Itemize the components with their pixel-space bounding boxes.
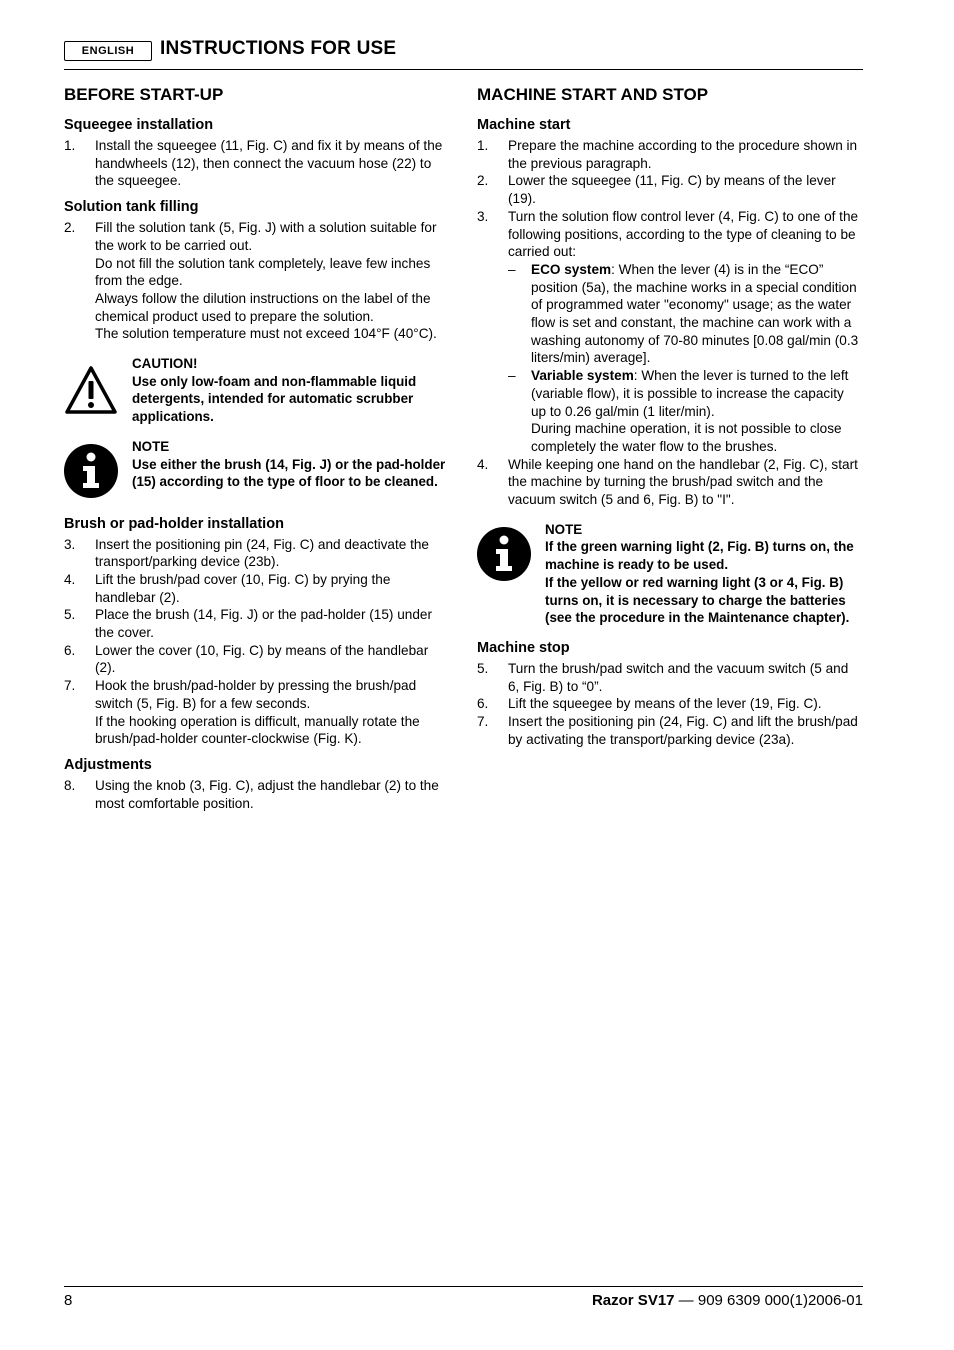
list-item: 2. Lower the squeegee (11, Fig. C) by means of the lever (19).: [477, 173, 836, 207]
info-icon: [64, 438, 132, 503]
section-heading-before-start-up: BEFORE START-UP: [64, 85, 224, 104]
note-title: NOTE: [132, 438, 170, 454]
list-item: 3. Turn the solution flow control lever (4, Fig. C) to one of the following positions, according to the type of cleaning to be carried out: – ECO system: When the lever (4) is in the “ECO” position (5a), the machine works in a special condition of programmed water "economy" usage; as the water flow is set and constant, the machine can work with a washing autonomy of 70-80 minutes [0.08 gal/min (0.3 liters/min) average]. – Variable system: When the lever is turned to the left (variable flow), it is possible to increase the capacity up to 0.26 gal/min (1 liter/min). During machine operation, it is not possible to close completely the water flow to the brushes.: [477, 208, 862, 456]
squeegee-installation-section: [64, 116, 449, 190]
info-icon: [477, 521, 545, 627]
warning-triangle-icon: [64, 355, 132, 426]
note-text: If the green warning light (2, Fig. B) turns on, the machine is ready to be used.: [545, 539, 854, 573]
adjustments-section: [64, 756, 449, 812]
subsection-title: Solution tank filling: [64, 199, 199, 216]
subsection-title: Squeegee installation: [64, 117, 214, 133]
subsection-title: Brush or pad-holder installation: [64, 515, 284, 532]
subsection-title: Adjustments: [64, 756, 152, 773]
subsection-title: Machine stop: [477, 639, 570, 656]
language-badge: ENGLISH: [64, 41, 152, 61]
brush-installation-section: [64, 515, 449, 748]
note-callout: [64, 438, 449, 503]
subsection-title: Machine start: [477, 117, 571, 133]
list-item: 3. Insert the positioning pin (24, Fig. C) and deactivate the transport/parking device (23b).: [64, 536, 429, 570]
caution-callout: [64, 355, 449, 426]
left-column: [64, 84, 449, 820]
solution-tank-section: [64, 198, 449, 343]
machine-stop-section: [477, 639, 862, 749]
caution-text: Use only low-foam and non-flammable liquid detergents, intended for automatic scrubber applications.: [132, 373, 417, 425]
document-reference: [592, 1292, 863, 1309]
list-item: 8. Using the knob (3, Fig. C), adjust the handlebar (2) to the most comfortable position.: [64, 777, 439, 811]
list-item: 2. Fill the solution tank (5, Fig. J) with a solution suitable for the work to be carried out. Do not fill the solution tank completely, leave few inches from the edge. Always follow the dilution instructions on the label of the chemical product used to prepare the solution. The solution temperature must not exceed 104°F (40°C).: [64, 220, 437, 342]
machine-start-section: [477, 116, 862, 509]
list-item: 1. Install the squeegee (11, Fig. C) and fix it by means of the handwheels (12), then connect the vacuum hose (22) to the squeegee.: [64, 138, 443, 189]
list-item: 5. Place the brush (14, Fig. J) or the pad-holder (15) under the cover.: [64, 607, 433, 641]
note-title: NOTE: [545, 521, 583, 537]
sub-list-item-variable: – Variable system: When the lever is turned to the left (variable flow), it is possible to increase the capacity up to 0.26 gal/min (1 liter/min). During machine operation, it is not possible to close completely the water flow to the brushes.: [508, 368, 849, 454]
document-code: — 909 6309 000(1)2006-01: [674, 1292, 863, 1309]
page-footer: [64, 1286, 863, 1317]
right-column: [477, 84, 862, 757]
page-header: [64, 40, 863, 70]
section-heading-machine-start-stop: MACHINE START AND STOP: [477, 85, 709, 104]
list-item: 7. Hook the brush/pad-holder by pressing the brush/pad switch (5, Fig. B) for a few seconds. If the hooking operation is difficult, manually rotate the brush/pad-holder counter-clockwise (Fig. K).: [64, 678, 420, 747]
page-number: 8: [64, 1292, 73, 1309]
header-title: INSTRUCTIONS FOR USE: [160, 38, 397, 59]
list-item: 1. Prepare the machine according to the procedure shown in the previous paragraph.: [477, 138, 858, 171]
list-item: 5. Turn the brush/pad switch and the vacuum switch (5 and 6, Fig. B) to “0”.: [477, 660, 849, 694]
list-item: 6. Lower the cover (10, Fig. C) by means of the handlebar (2).: [64, 642, 429, 676]
list-item: 4. Lift the brush/pad cover (10, Fig. C) by prying the handlebar (2).: [64, 571, 391, 605]
sub-list-item-eco: – ECO system: When the lever (4) is in the “ECO” position (5a), the machine works in a special condition of programmed water "economy" usage; as the water flow is set and constant, the machine can work with a washing autonomy of 70-80 minutes [0.08 gal/min (0.3 liters/min) average].: [508, 261, 859, 366]
note-callout: [477, 521, 862, 627]
list-item: 6. Lift the squeegee by means of the lever (19, Fig. C).: [477, 696, 822, 712]
note-text: If the yellow or red warning light (3 or 4, Fig. B) turns on, it is necessary to charge the batteries (see the procedure in the Maintenance chapter).: [545, 574, 850, 626]
model-name: Razor SV17: [591, 1292, 675, 1309]
list-item: 7. Insert the positioning pin (24, Fig. C) and lift the brush/pad by activating the transport/parking device (23a).: [477, 714, 858, 747]
list-item: 4. While keeping one hand on the handlebar (2, Fig. C), start the machine by turning the brush/pad switch and the vacuum switch (5 and 6, Fig. B) to "I".: [477, 456, 858, 508]
note-text: Use either the brush (14, Fig. J) or the pad-holder (15) according to the type of floor to be cleaned.: [132, 456, 446, 490]
caution-title: CAUTION!: [132, 356, 198, 372]
